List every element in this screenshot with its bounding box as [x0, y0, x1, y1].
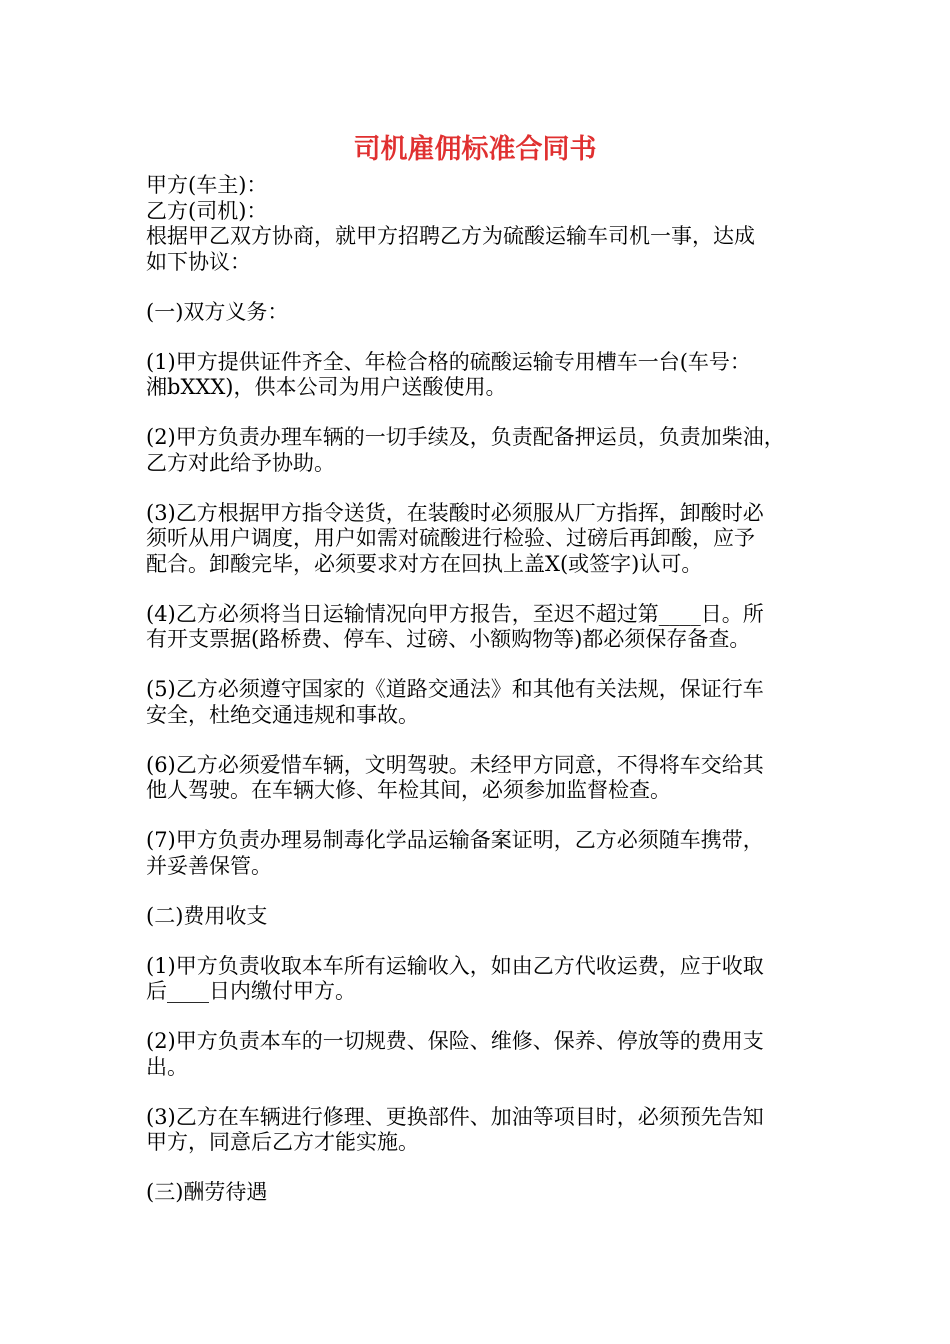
section-heading: (三)酬劳待遇	[146, 1180, 268, 1204]
paragraph-gap	[146, 275, 810, 300]
clause-line: (2)甲方负责本车的一切规费、保险、维修、保养、停放等的费用支	[146, 1029, 764, 1053]
document-body	[146, 173, 810, 1206]
paragraph-gap	[146, 879, 810, 904]
clause-line: (7)甲方负责办理易制毒化学品运输备案证明，乙方必须随车携带，	[146, 828, 764, 852]
paragraph-gap	[146, 401, 810, 426]
paragraph-gap	[146, 929, 810, 954]
intro-line: 根据甲乙双方协商，就甲方招聘乙方为硫酸运输车司机一事，达成	[146, 224, 755, 248]
clause-line: (3)乙方根据甲方指令送货，在装酸时必须服从厂方指挥，卸酸时必	[146, 500, 764, 525]
paragraph-gap	[146, 1156, 810, 1181]
clause-line: (2)甲方负责办理车辆的一切手续及，负责配备押运员，负责加柴油，	[146, 425, 785, 449]
clause-line: (3)乙方在车辆进行修理、更换部件、加油等项目时，必须预先告知	[146, 1104, 764, 1129]
paragraph-gap	[146, 476, 810, 501]
clause-line: (4)乙方必须将当日运输情况向甲方报告，至迟不超过第____日。所	[146, 601, 764, 626]
paragraph-gap	[146, 1005, 810, 1030]
clause-line: 出。	[146, 1054, 188, 1079]
paragraph-gap	[146, 728, 810, 753]
clause-line: 须听从用户调度，用户如需对硫酸进行检验、过磅后再卸酸，应予	[146, 526, 755, 550]
clause-line: (6)乙方必须爱惜车辆，文明驾驶。未经甲方同意，不得将车交给其	[146, 752, 764, 777]
clause-line: 有开支票据(路桥费、停车、过磅、小额购物等)都必须保存备查。	[146, 627, 751, 651]
party-a-line: 甲方(车主)：	[146, 173, 268, 197]
clause-line: 甲方，同意后乙方才能实施。	[146, 1130, 419, 1154]
clause-line: 安全，杜绝交通违规和事故。	[146, 702, 419, 727]
section-heading: (一)双方义务：	[146, 299, 289, 324]
section-heading: (二)费用收支	[146, 903, 268, 928]
clause-line: 并妥善保管。	[146, 853, 272, 878]
clause-line: 湘bXXX)，供本公司为用户送酸使用。	[146, 375, 507, 399]
paragraph-gap	[146, 804, 810, 829]
intro-line: 如下协议：	[146, 249, 251, 274]
clause-line: 乙方对此给予协助。	[146, 450, 335, 475]
clause-line: (5)乙方必须遵守国家的《道路交通法》和其他有关法规，保证行车	[146, 677, 764, 701]
clause-line: (1)甲方提供证件齐全、年检合格的硫酸运输专用槽车一台(车号：	[146, 349, 751, 374]
paragraph-gap	[146, 325, 810, 350]
clause-line: 他人驾驶。在车辆大修、年检其间，必须参加监督检查。	[146, 778, 671, 802]
paragraph-gap	[146, 577, 810, 602]
clause-line: 后____日内缴付甲方。	[146, 979, 356, 1003]
document-title: 司机雇佣标准合同书	[353, 134, 597, 165]
party-b-line: 乙方(司机)：	[146, 198, 268, 223]
clause-line: 配合。卸酸完毕，必须要求对方在回执上盖X(或签字)认可。	[146, 551, 703, 576]
clause-line: (1)甲方负责收取本车所有运输收入，如由乙方代收运费，应于收取	[146, 953, 764, 978]
paragraph-gap	[146, 1080, 810, 1105]
paragraph-gap	[146, 653, 810, 678]
